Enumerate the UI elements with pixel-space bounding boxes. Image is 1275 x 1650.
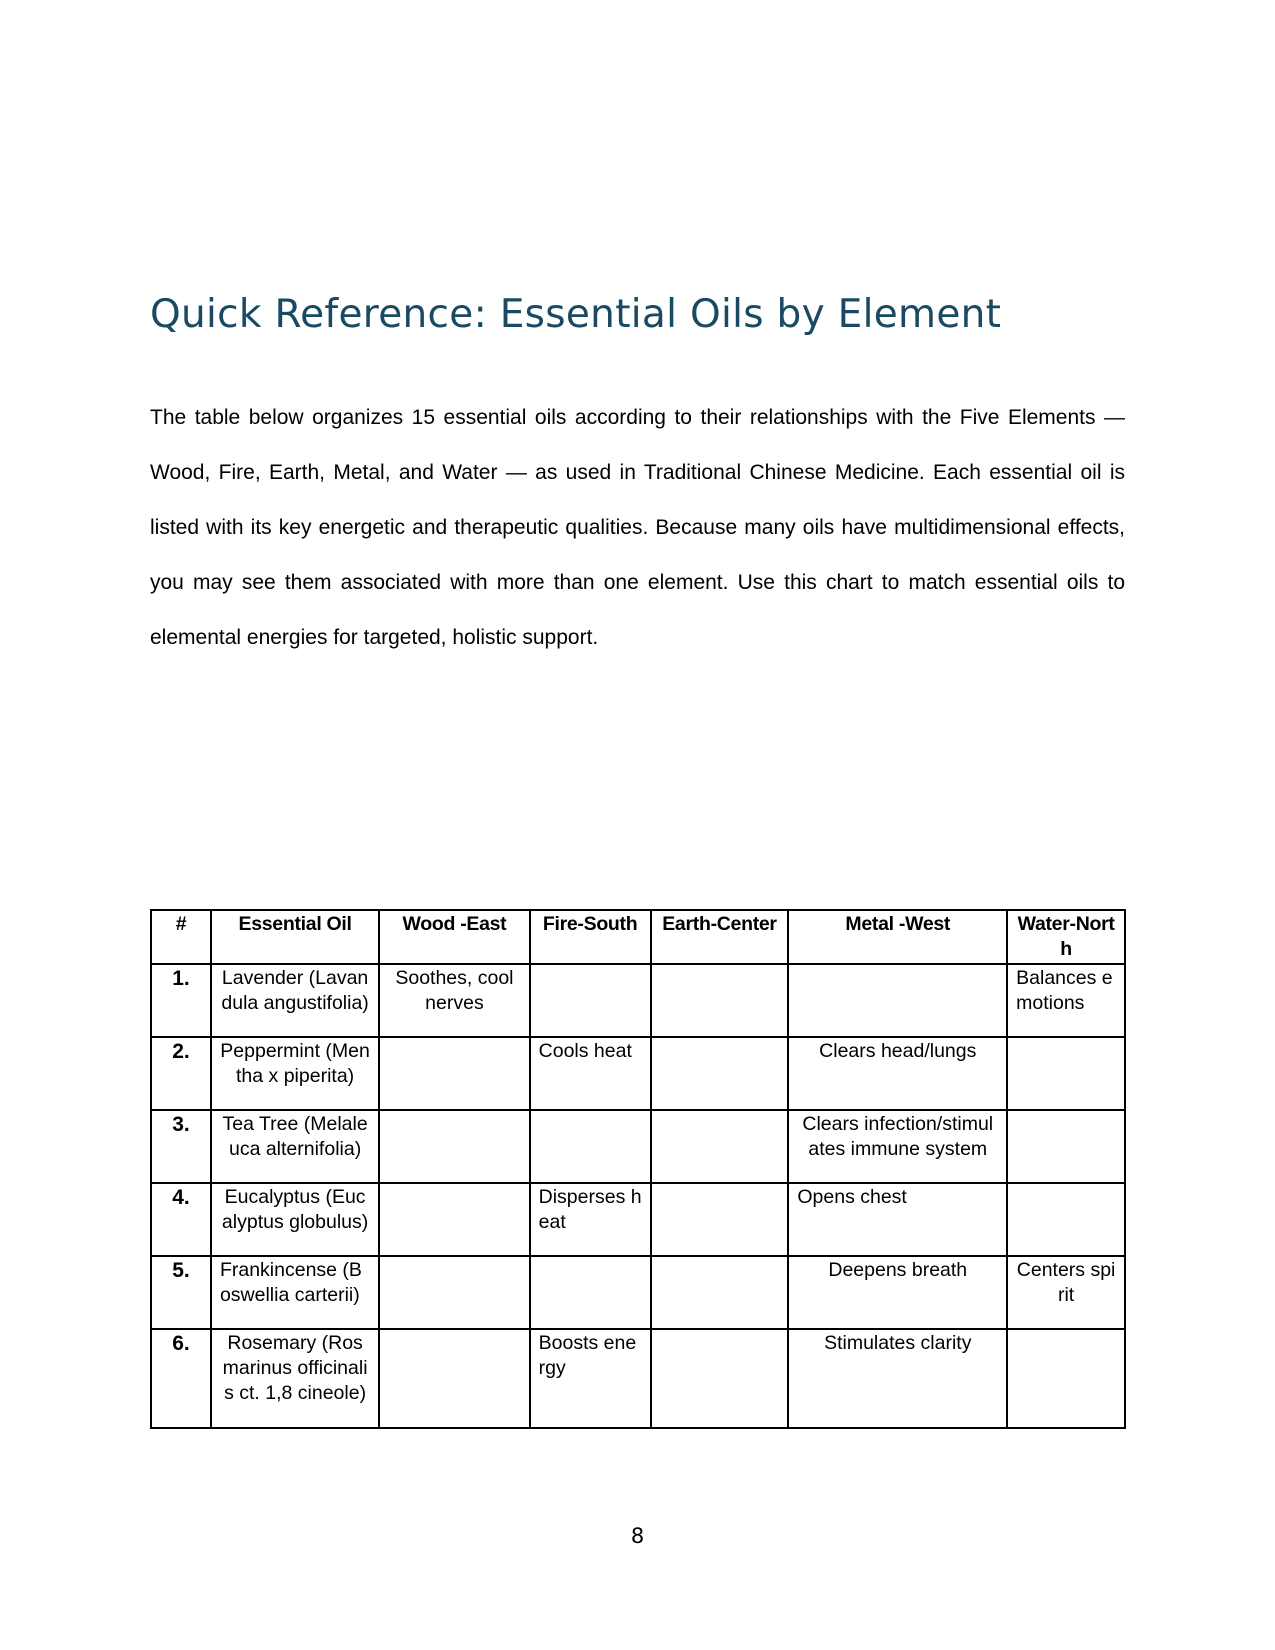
- metal-cell: Stimulates clarity: [788, 1329, 1007, 1428]
- water-cell: Balances emotions: [1007, 964, 1125, 1037]
- wood-cell: [379, 1256, 529, 1329]
- header-essential-oil: Essential Oil: [211, 910, 379, 964]
- fire-cell: Disperses heat: [530, 1183, 651, 1256]
- essential-oil-cell: Eucalyptus (Eucalyptus globulus): [211, 1183, 379, 1256]
- water-cell: [1007, 1110, 1125, 1183]
- row-number: 1.: [151, 964, 211, 1037]
- header-number: #: [151, 910, 211, 964]
- row-number: 4.: [151, 1183, 211, 1256]
- essential-oil-cell: Lavender (Lavandula angustifolia): [211, 964, 379, 1037]
- page-number: 8: [630, 1524, 645, 1548]
- row-number: 3.: [151, 1110, 211, 1183]
- page-title: Quick Reference: Essential Oils by Element: [150, 292, 1002, 337]
- table-row: [151, 1256, 1125, 1329]
- water-cell: Centers spirit: [1007, 1256, 1125, 1329]
- row-number: 6.: [151, 1329, 211, 1428]
- fire-cell: [530, 1256, 651, 1329]
- metal-cell: Deepens breath: [788, 1256, 1007, 1329]
- table-row: [151, 964, 1125, 1037]
- earth-cell: [651, 1183, 789, 1256]
- header-fire-south: Fire-South: [530, 910, 651, 964]
- table-row: [151, 1037, 1125, 1110]
- essential-oil-cell: Rosemary (Rosmarinus officinalis ct. 1,8 cineole): [211, 1329, 379, 1428]
- water-cell: [1007, 1037, 1125, 1110]
- header-earth-center: Earth-Center: [651, 910, 789, 964]
- essential-oil-cell: Peppermint (Mentha x piperita): [211, 1037, 379, 1110]
- wood-cell: Soothes, cool nerves: [379, 964, 529, 1037]
- essential-oil-cell: Frankincense (Boswellia carterii): [211, 1256, 379, 1329]
- wood-cell: [379, 1183, 529, 1256]
- wood-cell: [379, 1329, 529, 1428]
- fire-cell: Cools heat: [530, 1037, 651, 1110]
- fire-cell: [530, 964, 651, 1037]
- metal-cell: Opens chest: [788, 1183, 1007, 1256]
- earth-cell: [651, 964, 789, 1037]
- header-wood-east: Wood -East: [379, 910, 529, 964]
- row-number: 5.: [151, 1256, 211, 1329]
- wood-cell: [379, 1037, 529, 1110]
- intro-paragraph: The table below organizes 15 essential oils according to their relationships with the Five Elements — Wood, Fire, Earth, Metal, and Water — as used in Traditional Chinese Medicine. Each essential oil is listed with its key energetic and therapeutic qualities. Because many oils have multidimensional effects, you may see them associated with more than one element. Use this chart to match essential oils to elemental energies for targeted, holistic support.: [150, 406, 1125, 649]
- water-cell: [1007, 1183, 1125, 1256]
- earth-cell: [651, 1110, 789, 1183]
- row-number: 2.: [151, 1037, 211, 1110]
- metal-cell: Clears infection/stimulates immune system: [788, 1110, 1007, 1183]
- water-cell: [1007, 1329, 1125, 1428]
- fire-cell: Boosts energy: [530, 1329, 651, 1428]
- table-header-row: [151, 910, 1125, 964]
- table-row: [151, 1110, 1125, 1183]
- table-row: [151, 1329, 1125, 1428]
- fire-cell: [530, 1110, 651, 1183]
- essential-oils-table: [150, 909, 1126, 1429]
- table-row: [151, 1183, 1125, 1256]
- metal-cell: Clears head/lungs: [788, 1037, 1007, 1110]
- metal-cell: [788, 964, 1007, 1037]
- earth-cell: [651, 1256, 789, 1329]
- earth-cell: [651, 1329, 789, 1428]
- header-water-north: Water-North: [1007, 910, 1125, 964]
- header-metal-west: Metal -West: [788, 910, 1007, 964]
- essential-oil-cell: Tea Tree (Melaleuca alternifolia): [211, 1110, 379, 1183]
- earth-cell: [651, 1037, 789, 1110]
- wood-cell: [379, 1110, 529, 1183]
